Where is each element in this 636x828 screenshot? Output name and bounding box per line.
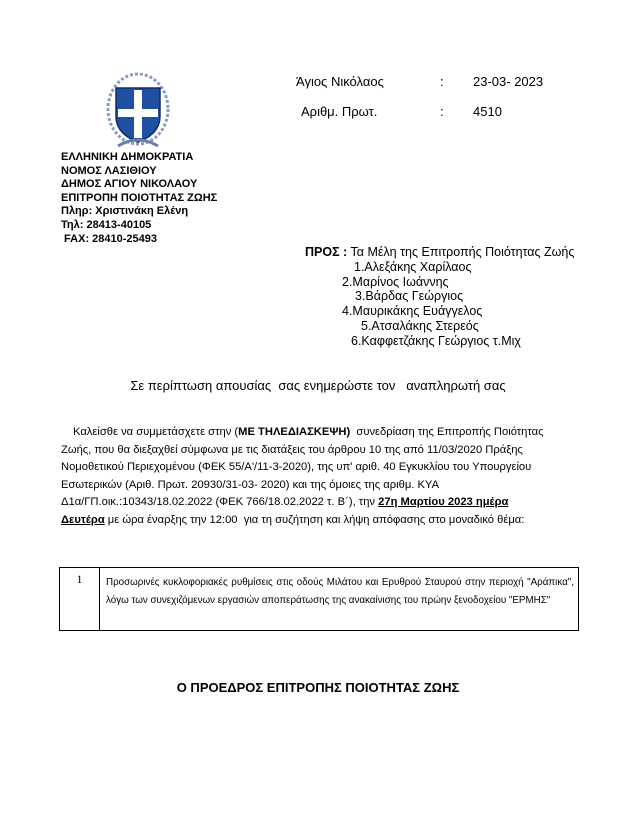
org-line: FAX: 28410-25493 <box>61 232 158 245</box>
greek-emblem-icon <box>104 72 172 150</box>
meeting-date: 27η Μαρτίου 2023 ημέρα <box>378 496 509 508</box>
meeting-day: Δευτέρα <box>61 513 105 526</box>
protocol-number: 4510 <box>473 104 502 119</box>
invitation-text-part: συνεδρίαση της Επιτροπής Ποιότητας <box>350 426 544 438</box>
invitation-text-part: Δ1α/ΓΠ.οικ.:10343/18.02.2022 (ΦΕΚ 766/18.02.2022 τ. Β΄), την <box>61 496 379 508</box>
recipient-member: 4.Μαυρικάκης Ευάγγελος <box>342 304 483 319</box>
recipients-block <box>305 245 574 349</box>
recipients-heading: Τα Μέλη της Επιτροπής Ποιότητας Ζωής <box>350 245 575 259</box>
org-line: Πληρ: Χριστινάκη Ελένη <box>61 205 189 218</box>
place-colon: : <box>440 74 444 89</box>
recipient-member: 2.Μαρίνος Ιωάννης <box>342 274 449 289</box>
org-line: ΕΠΙΤΡΟΠΗ ΠΟΙΟΤΗΤΑΣ ΖΩΗΣ <box>61 191 218 204</box>
protocol-label: Αριθμ. Πρωτ. <box>301 104 378 119</box>
org-line: ΝΟΜΟΣ ΛΑΣΙΘΙΟΥ <box>61 164 157 177</box>
signature-title: Ο ΠΡΟΕΔΡΟΣ ΕΠΙΤΡΟΠΗΣ ΠΟΙΟΤΗΤΑΣ ΖΩΗΣ <box>176 680 460 695</box>
org-line: ΕΛΛΗΝΙΚΗ ΔΗΜΟΚΡΑΤΙΑ <box>61 151 194 163</box>
recipient-member: 6.Καφφετζάκης Γεώργιος τ.Μιχ <box>351 333 521 348</box>
agenda-item-number: 1 <box>60 568 100 630</box>
recipients-label: ΠΡΟΣ : <box>305 245 348 259</box>
invitation-text-part: με ώρα έναρξης την 12:00 για τη συζήτηση και λήψη απόφασης στο μοναδικό θέμα: <box>104 513 525 526</box>
document-date: 23-03- 2023 <box>473 74 544 89</box>
agenda-table <box>59 567 579 631</box>
invitation-line: Ζωής, που θα διεξαχθεί σύμφωνα με τις διατάξεις του άρθρου 10 της από 11/03/2020 Πράξης <box>61 443 523 456</box>
teleconference-label: ΜΕ ΤΗΛΕΔΙΑΣΚΕΨΗ) <box>238 426 351 438</box>
invitation-line: Νομοθετικού Περιεχομένου (ΦΕΚ 55/Α'/11-3-2020), της υπ' αριθ. 40 Εγκυκλίου του Υπουργείου <box>61 461 532 473</box>
recipient-member: 5.Ατσαλάκης Στερεός <box>361 318 479 333</box>
org-line: ΔΗΜΟΣ ΑΓΙΟΥ ΝΙΚΟΛΑΟΥ <box>61 178 198 191</box>
invitation-text-part: Καλείσθε να συμμετάσχετε στην ( <box>73 426 239 438</box>
invitation-text <box>61 424 571 529</box>
invitation-line: Εσωτερικών (Αριθ. Πρωτ. 20930/31-03- 2020) και της όμοιες της αριθμ. ΚΥΑ <box>61 478 440 491</box>
protocol-colon: : <box>440 104 444 119</box>
recipient-member: 3.Βάρδας Γεώργιος <box>355 289 464 304</box>
place-label: Άγιος Νικόλαος <box>296 74 384 89</box>
org-line: Τηλ: 28413-40105 <box>61 218 152 231</box>
organization-block <box>61 151 217 246</box>
absence-notice: Σε περίπτωση απουσίας σας ενημερώστε τον αναπληρωτή σας <box>130 378 506 393</box>
agenda-item-text: Προσωρινές κυκλοφοριακές ρυθμίσεις στις οδούς Μιλάτου και Ερυθρού Σταυρού στην περιοχή "Αράπικα", λόγω των συνεχιζόμενων εργασιών αποπεράτωσης της ανακαίνισης του πρώην ξενοδοχείου "ΕΡΜΗΣ" <box>106 577 574 606</box>
recipient-member: 1.Αλεξάκης Χαρίλαος <box>354 259 472 274</box>
